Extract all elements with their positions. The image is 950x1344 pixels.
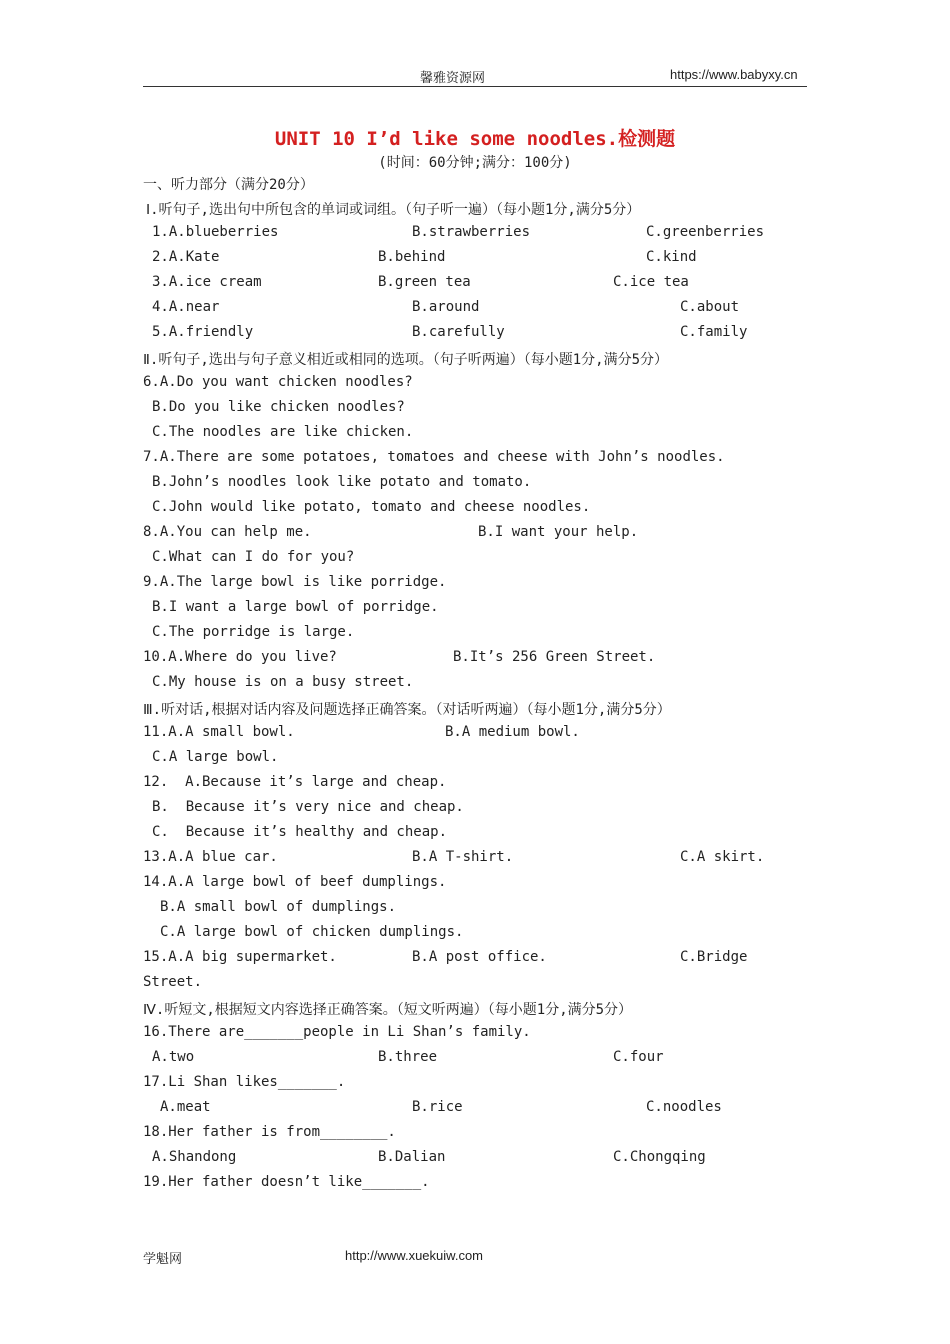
option-text: A.Shandong <box>152 1149 237 1165</box>
question-text: 17.Li Shan likes_______. <box>143 1074 346 1090</box>
option-text: C.noodles <box>646 1099 722 1115</box>
option-text: B.A T-shirt. <box>412 849 514 865</box>
option-text: C.about <box>680 299 740 315</box>
option-text: A.two <box>152 1049 195 1065</box>
option-text: B.three <box>378 1049 438 1065</box>
option-text: C.A skirt. <box>680 849 765 865</box>
option-text: 1.A.blueberries <box>152 224 279 240</box>
section-heading: Ⅳ.听短文,根据短文内容选择正确答案。（短文听两遍）（每小题1分,满分5分） <box>143 1002 633 1018</box>
option-text: C.John would like potato, tomato and cheese noodles. <box>152 499 591 515</box>
option-text: 10.A.Where do you live? <box>143 649 337 665</box>
option-text: C.four <box>613 1049 664 1065</box>
option-text: B.A small bowl of dumplings. <box>160 899 397 915</box>
option-text: 5.A.friendly <box>152 324 254 340</box>
header-url[interactable]: https://www.babyxy.cn <box>670 67 798 82</box>
option-text: C.ice tea <box>613 274 689 290</box>
option-text: C.What can I do for you? <box>152 549 355 565</box>
option-text: C.My house is on a busy street. <box>152 674 414 690</box>
option-text: 7.A.There are some potatoes, tomatoes and cheese with John’s noodles. <box>143 449 725 465</box>
option-text: C.kind <box>646 249 697 265</box>
option-text: A.meat <box>160 1099 211 1115</box>
option-text: 8.A.You can help me. <box>143 524 312 540</box>
option-text: 9.A.The large bowl is like porridge. <box>143 574 447 590</box>
option-text: 11.A.A small bowl. <box>143 724 295 740</box>
option-text: B.green tea <box>378 274 471 290</box>
option-text: B.A medium bowl. <box>445 724 580 740</box>
option-text: C.The porridge is large. <box>152 624 355 640</box>
section-heading: Ⅲ.听对话,根据对话内容及问题选择正确答案。（对话听两遍）（每小题1分,满分5分） <box>143 702 671 718</box>
section-heading: Ⅱ.听句子,选出与句子意义相近或相同的选项。（句子听两遍）（每小题1分,满分5分） <box>143 352 669 368</box>
header-divider <box>143 86 807 87</box>
question-text: 16.There are_______people in Li Shan’s family. <box>143 1024 531 1040</box>
option-text: B.I want a large bowl of porridge. <box>152 599 439 615</box>
option-text: Street. <box>143 974 203 990</box>
question-text: 18.Her father is from________. <box>143 1124 396 1140</box>
option-text: C.greenberries <box>646 224 765 240</box>
option-text: C.A large bowl. <box>152 749 279 765</box>
option-text: C.The noodles are like chicken. <box>152 424 414 440</box>
option-text: C.family <box>680 324 748 340</box>
exam-time-info: (时间：60分钟;满分：100分) <box>378 155 572 171</box>
header-site-name: 馨雅资源网 <box>420 71 486 86</box>
option-text: B.rice <box>412 1099 463 1115</box>
option-text: B.carefully <box>412 324 505 340</box>
option-text: 15.A.A big supermarket. <box>143 949 337 965</box>
option-text: B.It’s 256 Green Street. <box>453 649 656 665</box>
option-text: B.strawberries <box>412 224 531 240</box>
option-text: B.I want your help. <box>478 524 639 540</box>
option-text: B. Because it’s very nice and cheap. <box>152 799 464 815</box>
option-text: 2.A.Kate <box>152 249 220 265</box>
option-text: B.A post office. <box>412 949 547 965</box>
option-text: C.Chongqing <box>613 1149 706 1165</box>
option-text: B.John’s noodles look like potato and tomato. <box>152 474 532 490</box>
option-text: C.Bridge <box>680 949 748 965</box>
page-title: UNIT 10 I’d like some noodles.检测题 <box>274 128 676 150</box>
option-text: 12. A.Because it’s large and cheap. <box>143 774 447 790</box>
option-text: B.behind <box>378 249 446 265</box>
option-text: 6.A.Do you want chicken noodles? <box>143 374 413 390</box>
option-text: 4.A.near <box>152 299 220 315</box>
option-text: 13.A.A blue car. <box>143 849 278 865</box>
option-text: 14.A.A large bowl of beef dumplings. <box>143 874 447 890</box>
footer-url[interactable]: http://www.xuekuiw.com <box>345 1248 483 1263</box>
question-text: 19.Her father doesn’t like_______. <box>143 1174 430 1190</box>
option-text: B.around <box>412 299 480 315</box>
section-heading: Ⅰ.听句子,选出句中所包含的单词或词组。（句子听一遍）（每小题1分,满分5分） <box>146 202 641 218</box>
option-text: C.A large bowl of chicken dumplings. <box>160 924 464 940</box>
option-text: C. Because it’s healthy and cheap. <box>152 824 448 840</box>
option-text: 3.A.ice cream <box>152 274 262 290</box>
option-text: B.Dalian <box>378 1149 446 1165</box>
footer-site-name: 学魁网 <box>143 1252 183 1267</box>
part-heading: 一、听力部分（满分20分） <box>143 177 314 193</box>
option-text: B.Do you like chicken noodles? <box>152 399 405 415</box>
